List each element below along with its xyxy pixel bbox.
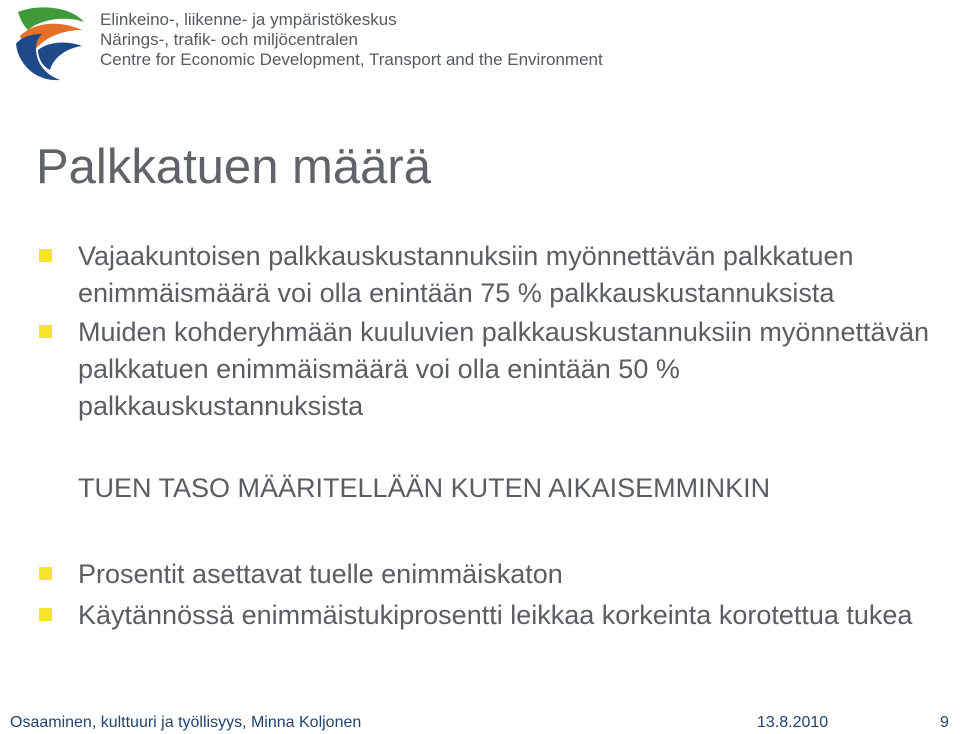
- organization-names: [100, 10, 603, 70]
- bullet-item: [78, 597, 938, 634]
- square-bullet-icon: [39, 608, 52, 621]
- ely-centre-logo-icon: [8, 4, 88, 84]
- footer-date: 13.8.2010: [757, 714, 829, 731]
- bullet-item: [78, 556, 938, 593]
- org-name-swedish: Närings-, trafik- och miljöcentralen: [100, 30, 358, 49]
- section-note: TUEN TASO MÄÄRITELLÄÄN KUTEN AIKAISEMMINKIN: [78, 473, 771, 503]
- square-bullet-icon: [39, 249, 52, 262]
- slide-title: Palkkatuen määrä: [36, 140, 431, 194]
- bullet-text: Prosentit asettavat tuelle enimmäiskaton: [78, 559, 563, 589]
- page-number: 9: [940, 714, 949, 731]
- bullet-text: Vajaakuntoisen palkkauskustannuksiin myönnettävän palkkatuen enimmäismäärä voi olla enintään 75 % palkkauskustannuksista: [78, 241, 854, 308]
- footer-presenter: Osaaminen, kulttuuri ja työllisyys, Minna Koljonen: [10, 714, 362, 731]
- bullet-item: [78, 314, 938, 425]
- bullet-text: Käytännössä enimmäistukiprosentti leikkaa korkeinta korotettua tukea: [78, 600, 913, 630]
- bullet-item: [78, 238, 938, 312]
- bullet-text: Muiden kohderyhmään kuuluvien palkkauskustannuksiin myönnettävän palkkatuen enimmäismäärä voi olla enintään 50 % palkkauskustannuksista: [78, 317, 930, 421]
- org-name-finnish: Elinkeino-, liikenne- ja ympäristökeskus: [100, 10, 397, 29]
- square-bullet-icon: [39, 325, 52, 338]
- square-bullet-icon: [39, 567, 52, 580]
- org-name-english: Centre for Economic Development, Transport and the Environment: [100, 50, 603, 69]
